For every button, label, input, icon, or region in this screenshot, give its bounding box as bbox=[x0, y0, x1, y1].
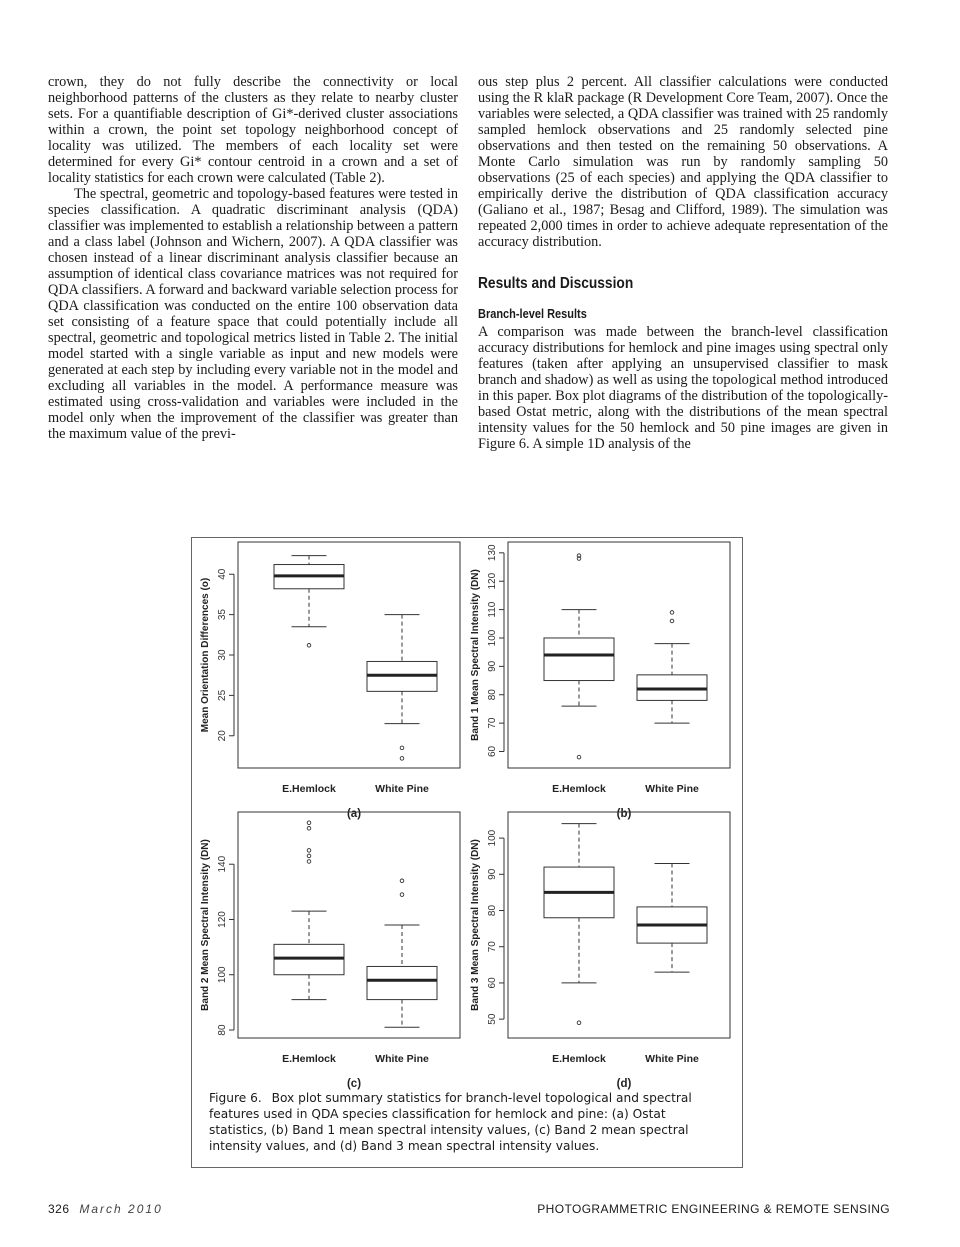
plot-frame bbox=[508, 542, 730, 768]
category-label: E.Hemlock bbox=[282, 783, 336, 795]
figure-6 bbox=[191, 537, 743, 1168]
y-tick-label: 50 bbox=[487, 1013, 498, 1025]
outlier-point bbox=[577, 755, 581, 759]
outlier-point bbox=[670, 611, 674, 615]
plot-frame bbox=[238, 812, 460, 1038]
category-label: White Pine bbox=[645, 783, 699, 795]
subsection-heading: Branch-level Results bbox=[478, 307, 587, 321]
outlier-point bbox=[577, 1021, 581, 1025]
left-paragraph-1: crown, they do not fully describe the connectivity or local neighborhood patterns of the clusters as they relate to nearby cluster sets. For a quantifiable description of Gi*-derived cluster associations within a crown, the point set topology neighborhood concept of locality was utilized. The members of each locality set were determined for every Gi* contour centroid in a crown and a set of locality statistics for each crown were calculated (Table 2). bbox=[48, 74, 458, 186]
left-column bbox=[48, 74, 458, 442]
category-label: White Pine bbox=[645, 1053, 699, 1065]
caption-text: Box plot summary statistics for branch-level topological and spectral features used in QDA species classification for hemlock and pine: (a) Ostat statistics, (b) Band 1 mean spectral intensity values, (c) Band 2 mean spectral intensity values, and (d) Band 3 mean spectral intensity values. bbox=[209, 1091, 692, 1153]
panel-label: (a) bbox=[346, 808, 362, 820]
y-tick-label: 70 bbox=[487, 717, 498, 729]
y-tick-label: 90 bbox=[487, 660, 498, 672]
outlier-point bbox=[400, 757, 404, 761]
y-tick-label: 100 bbox=[487, 829, 498, 847]
y-tick-label: 80 bbox=[487, 904, 498, 917]
journal-name: PHOTOGRAMMETRIC ENGINEERING & REMOTE SENSING bbox=[537, 1202, 890, 1216]
section-heading: Results and Discussion bbox=[478, 275, 634, 292]
issue-date: March 2010 bbox=[79, 1202, 163, 1216]
y-tick-label: 80 bbox=[217, 1024, 228, 1036]
y-tick-label: 140 bbox=[217, 855, 228, 873]
panel-label: (d) bbox=[616, 1078, 632, 1090]
page-number: 326 bbox=[48, 1202, 70, 1216]
outlier-point bbox=[400, 879, 404, 883]
y-tick-label: 70 bbox=[487, 941, 498, 953]
footer-left bbox=[48, 1202, 163, 1216]
y-axis-label: Band 2 Mean Spectral Intensity (DN) bbox=[200, 839, 211, 1011]
y-axis-label: Band 3 Mean Spectral Intensity (DN) bbox=[470, 839, 481, 1011]
category-label: E.Hemlock bbox=[552, 1053, 606, 1065]
outlier-point bbox=[307, 826, 311, 830]
outlier-point bbox=[307, 860, 311, 864]
y-tick-label: 20 bbox=[217, 730, 228, 742]
outlier-point bbox=[307, 854, 311, 858]
panel-label: (b) bbox=[616, 808, 632, 820]
y-axis-label: Mean Orientation Differences (o) bbox=[200, 577, 211, 733]
outlier-point bbox=[670, 619, 674, 623]
outlier-point bbox=[307, 849, 311, 853]
y-tick-label: 60 bbox=[487, 745, 498, 758]
category-label: E.Hemlock bbox=[552, 783, 606, 795]
y-tick-label: 120 bbox=[487, 572, 498, 590]
outlier-point bbox=[400, 893, 404, 897]
right-paragraph-2: A comparison was made between the branch-level classification accuracy distributions for hemlock and pine images using spectral only features (taken after applying an unsupervised classifier to mask branch and shadow) as well as using the topological method introduced in this paper. Box plot diagrams of the distribution of the topologically-based Ostat metric, along with the distributions of the mean spectral intensity values for the 50 hemlock and 50 pine images are given in Figure 6. A simple 1D analysis of the bbox=[478, 324, 888, 452]
y-tick-label: 90 bbox=[487, 868, 498, 880]
y-tick-label: 35 bbox=[217, 609, 228, 621]
y-axis-label: Band 1 Mean Spectral Intensity (DN) bbox=[470, 569, 481, 741]
y-tick-label: 110 bbox=[487, 601, 498, 618]
outlier-point bbox=[307, 644, 311, 648]
y-tick-label: 25 bbox=[217, 689, 228, 701]
category-label: E.Hemlock bbox=[282, 1053, 336, 1065]
y-tick-label: 60 bbox=[487, 977, 498, 989]
panel-label: (c) bbox=[346, 1078, 362, 1090]
y-tick-label: 40 bbox=[217, 568, 228, 580]
box-iqr bbox=[544, 638, 614, 681]
y-tick-label: 100 bbox=[487, 629, 498, 647]
boxplot-figure bbox=[192, 538, 744, 1169]
left-paragraph-2: The spectral, geometric and topology-based features were tested in species classification. A quadratic discriminant analysis (QDA) classifier was implemented to establish a relationship between a pattern and a class label (Johnson and Wichern, 2007). A QDA classifier was chosen instead of a linear discriminant analysis classifier because an assumption of identical class covariance matrices was not required for QDA classifiers. A forward and backward variable selection process for QDA classification was conducted on the entire 100 observation data set consisting of a feature space that could potentially include all spectral, geometric and topological metrics listed in Table 2. The initial model started with a single variable as input and new models were generated at each step by including every variable not in the model and excluding all variables in the model. A performance measure was estimated using cross-validation and variables were included in the model only when the improvement of the classifier was greater than the maximum value of the previ- bbox=[48, 186, 458, 442]
y-tick-label: 80 bbox=[487, 689, 498, 701]
plot-frame bbox=[238, 542, 460, 768]
category-label: White Pine bbox=[375, 783, 429, 795]
outlier-point bbox=[307, 821, 311, 825]
y-tick-label: 30 bbox=[217, 649, 228, 661]
y-tick-label: 130 bbox=[487, 544, 498, 562]
right-paragraph-1: ous step plus 2 percent. All classifier calculations were conducted using the R klaR package (R Development Core Team, 2007). Once the variables were selected, a QDA classifier was trained with 25 randomly sampled hemlock observations and 25 randomly selected pine observations and then tested on the remaining 50 observations. A Monte Carlo simulation was run by randomly sampling 50 observations (25 of each species) and applying the QDA classifier to empirically derive the distribution of QDA classification accuracy (Galiano et al., 1987; Besag and Clifford, 1989). The simulation was repeated 2,000 times in order to achieve adequate representation of the accuracy distribution. bbox=[478, 74, 888, 250]
y-tick-label: 120 bbox=[217, 911, 228, 928]
caption-label: Figure 6. bbox=[209, 1091, 262, 1105]
outlier-point bbox=[400, 746, 404, 750]
figure-caption bbox=[209, 1090, 724, 1154]
right-column bbox=[478, 74, 888, 452]
box-iqr bbox=[367, 966, 437, 999]
y-tick-label: 100 bbox=[217, 966, 228, 984]
category-label: White Pine bbox=[375, 1053, 429, 1065]
